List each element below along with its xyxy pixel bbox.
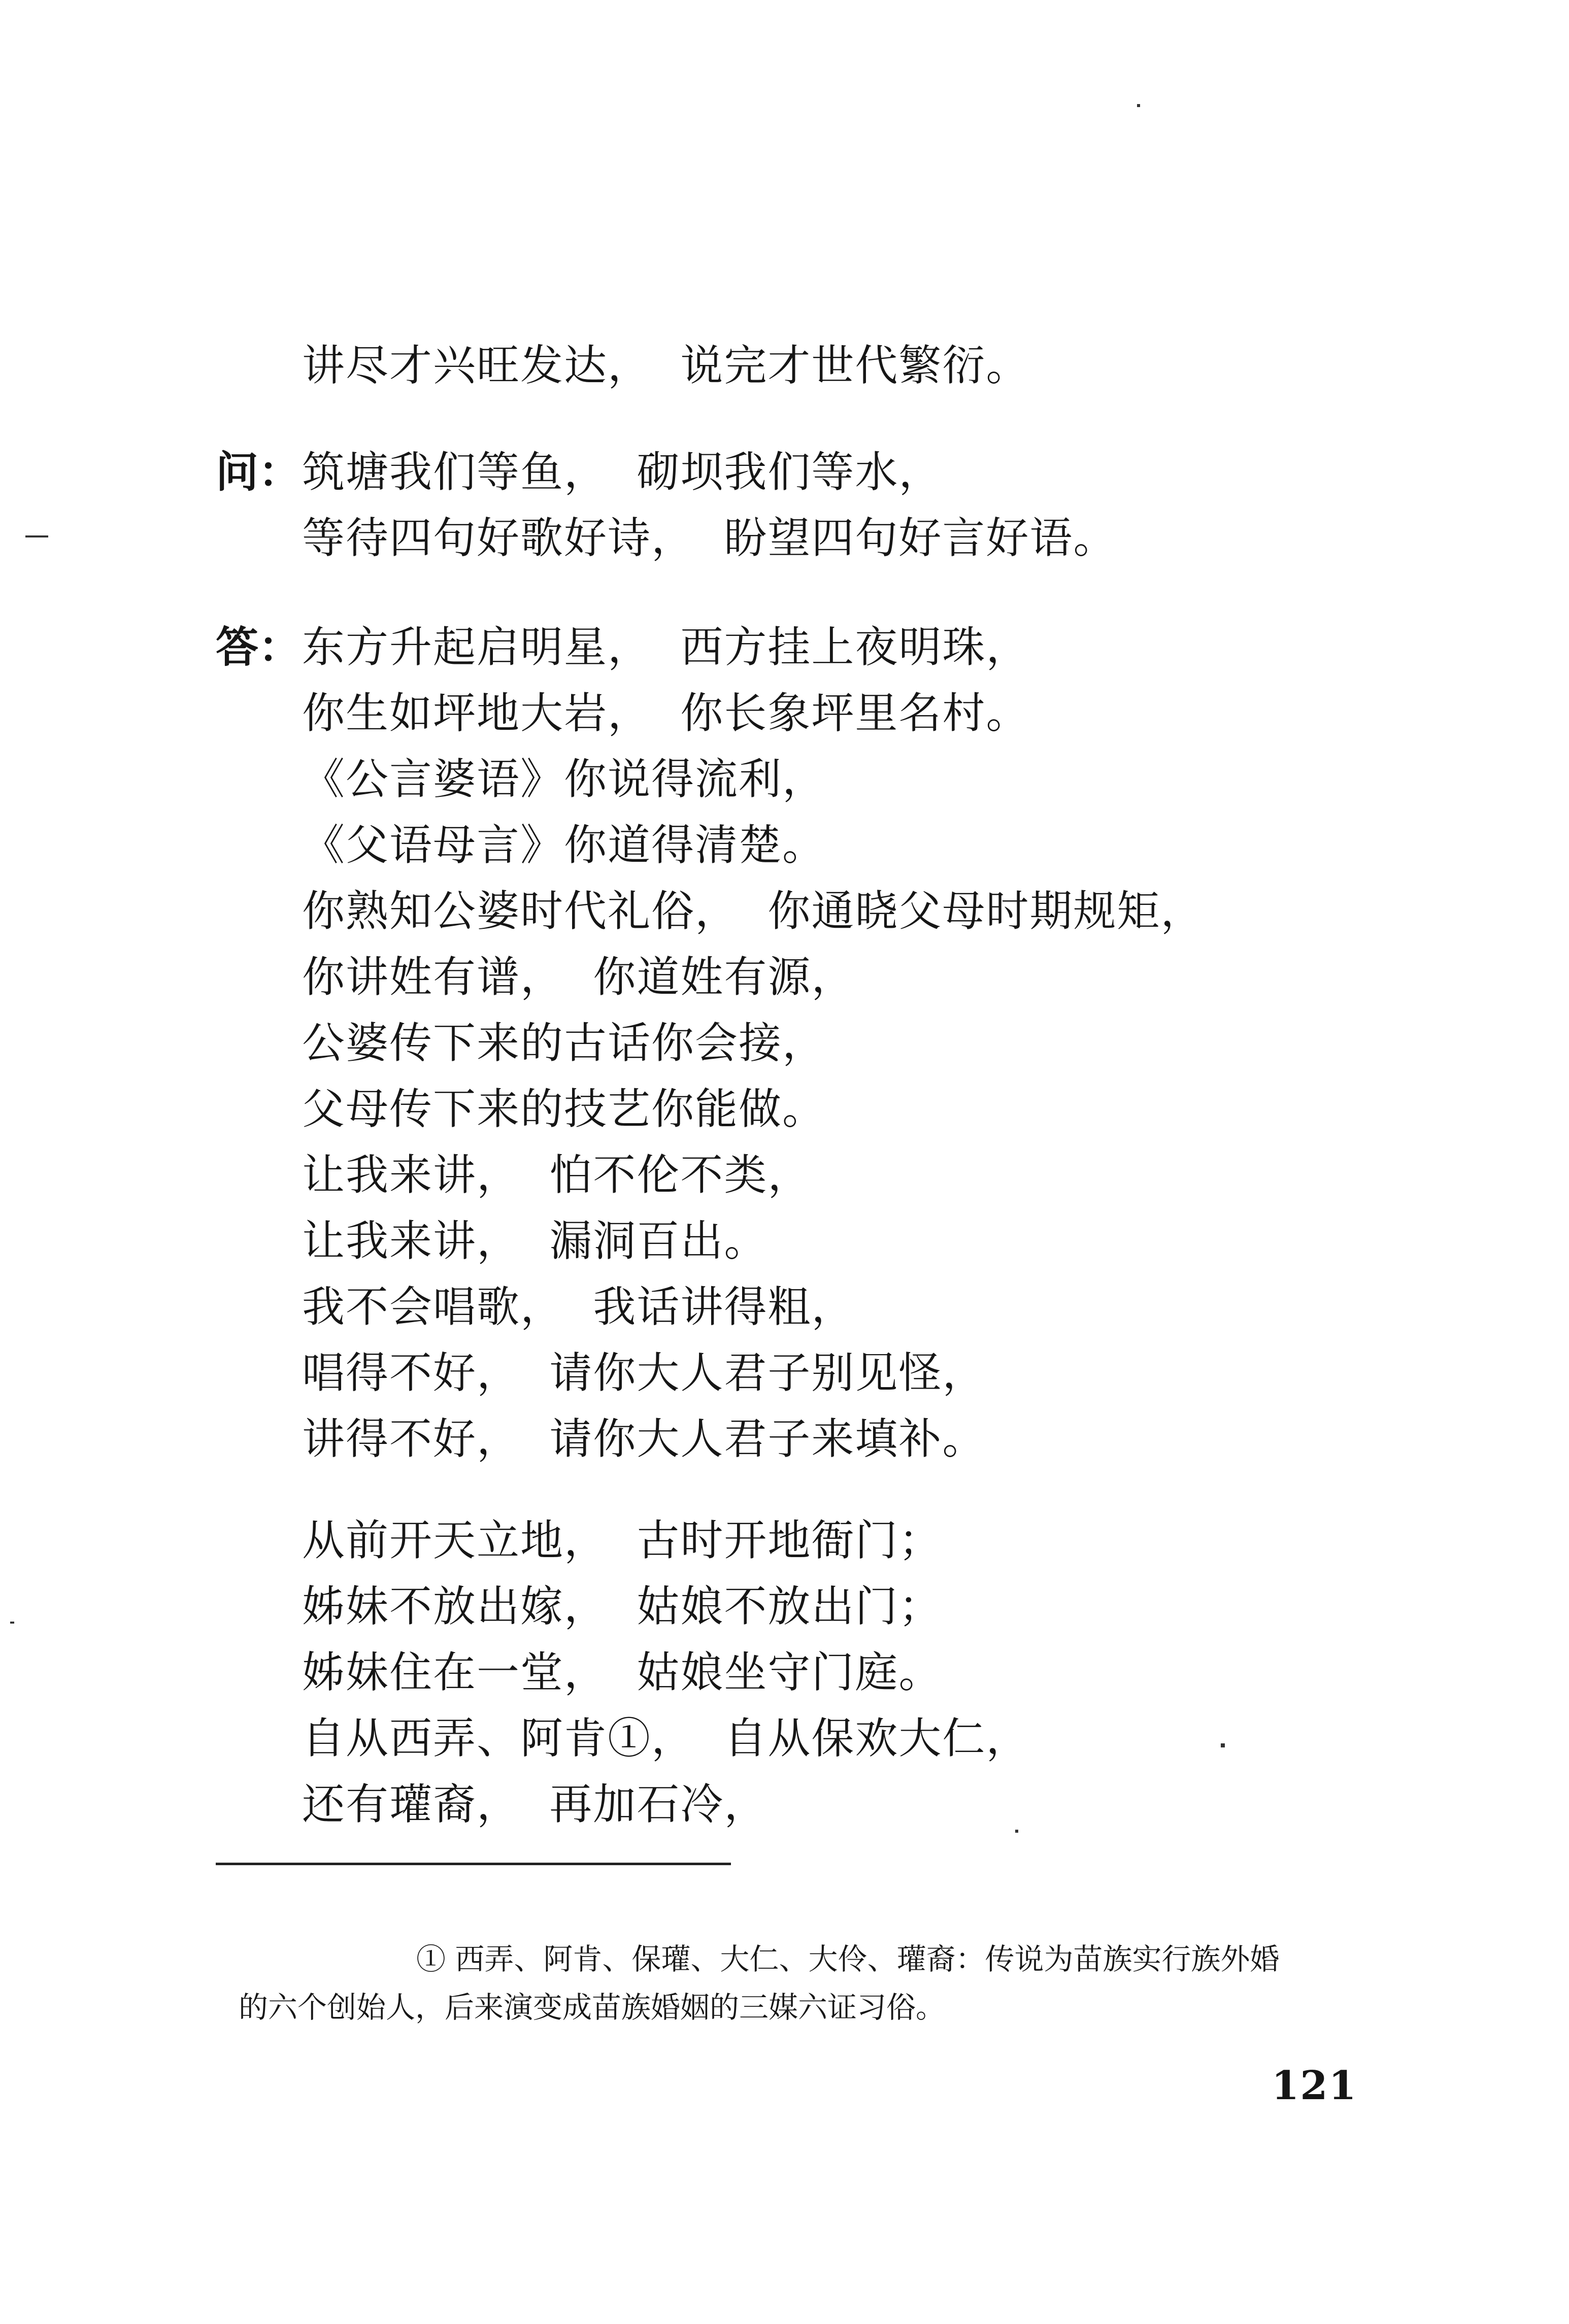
question-label: 问： <box>216 447 302 497</box>
stanza-line-1: 从前开天立地， 古时开地衙门； <box>302 1515 943 1565</box>
footnote-rule <box>216 1863 731 1865</box>
footnote-line-2: 的六个创始人，后来演变成苗族婚姻的三媒六证习俗。 <box>239 1990 946 2025</box>
scan-mark <box>1221 1743 1225 1747</box>
stanza-line-3: 姊妹住在一堂， 姑娘坐守门庭。 <box>302 1647 943 1697</box>
stanza-line-5: 还有瓘裔， 再加石冷， <box>302 1779 768 1829</box>
scan-mark <box>25 535 48 537</box>
answer-line-6: 你讲姓有谱， 你道姓有源， <box>302 952 855 1002</box>
scan-mark <box>10 1622 14 1624</box>
scan-mark <box>1137 104 1140 107</box>
stanza-line-2: 姊妹不放出嫁， 姑娘不放出门； <box>302 1581 943 1631</box>
answer-line-1: 东方升起启明星， 西方挂上夜明珠， <box>302 622 1030 672</box>
answer-line-5: 你熟知公婆时代礼俗， 你通晓父母时期规矩， <box>302 886 1205 936</box>
page-number: 121 <box>1272 2063 1357 2109</box>
verse-intro: 讲尽才兴旺发达， 说完才世代繁衍。 <box>302 341 1030 390</box>
stanza-line-4: 自从西弄、阿肯①， 自从保欢大仁， <box>302 1713 1030 1763</box>
answer-line-10: 让我来讲， 漏洞百出。 <box>302 1216 768 1266</box>
answer-line-7: 公婆传下来的古话你会接， <box>302 1018 826 1068</box>
question-line-1: 筑塘我们等鱼， 砌坝我们等水， <box>302 447 943 497</box>
answer-label: 答： <box>216 622 302 672</box>
scan-mark <box>1015 1830 1018 1833</box>
answer-line-4: 《父语母言》你道得清楚。 <box>302 820 826 870</box>
answer-line-13: 讲得不好， 请你大人君子来填补。 <box>302 1414 986 1464</box>
question-line-2: 等待四句好歌好诗， 盼望四句好言好语。 <box>302 513 1117 563</box>
answer-line-12: 唱得不好， 请你大人君子别见怪， <box>302 1348 986 1398</box>
answer-line-9: 让我来讲， 怕不伦不类， <box>302 1150 812 1200</box>
answer-line-11: 我不会唱歌， 我话讲得粗， <box>302 1282 855 1332</box>
answer-line-2: 你生如坪地大岩， 你长象坪里名村。 <box>302 688 1030 738</box>
answer-line-3: 《公言婆语》你说得流利， <box>302 754 826 804</box>
footnote-line-1: ① 西弄、阿肯、保瓘、大仁、大伶、瓘裔：传说为苗族实行族外婚 <box>416 1942 1280 1976</box>
answer-line-8: 父母传下来的技艺你能做。 <box>302 1084 826 1134</box>
